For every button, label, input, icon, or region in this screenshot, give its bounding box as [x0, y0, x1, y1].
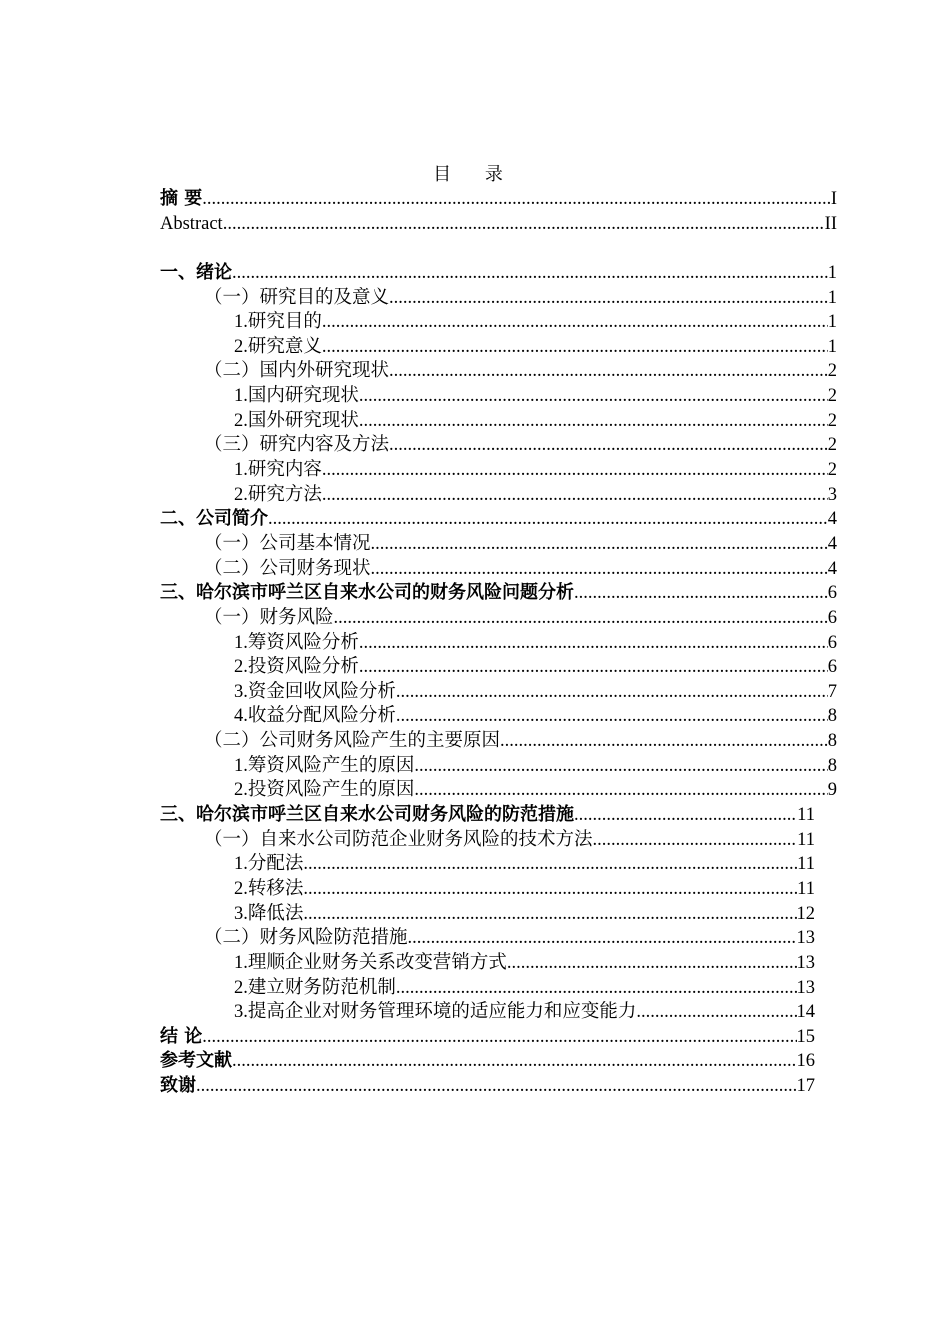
- toc-entry-label: （一）研究目的及意义: [204, 287, 390, 308]
- toc-entry-label: 2.投资风险分析: [234, 657, 359, 678]
- toc-entry-page: 16: [796, 1051, 815, 1072]
- toc-entry-label: 2.国外研究现状: [234, 410, 359, 431]
- toc-entry[interactable]: [160, 704, 837, 729]
- toc-entry[interactable]: [160, 926, 815, 951]
- toc-entry-page: II: [824, 213, 837, 234]
- toc-entry-page: 14: [796, 1002, 815, 1023]
- toc-entry-page: 6: [827, 583, 837, 604]
- toc-entry-page: 2: [827, 435, 837, 456]
- toc-entry-label: 3.提高企业对财务管理环境的适应能力和应变能力: [234, 1002, 637, 1023]
- toc-entry-page: 1: [827, 336, 837, 357]
- toc-entry-label: 三、哈尔滨市呼兰区自来水公司财务风险的防范措施: [160, 804, 574, 826]
- toc-entry-label: 2.转移法: [234, 878, 304, 899]
- toc-entry[interactable]: [160, 261, 837, 286]
- toc-entry-page: 2: [827, 361, 837, 382]
- toc-entry[interactable]: [160, 606, 837, 631]
- toc-entry[interactable]: [160, 631, 837, 656]
- toc-entry-page: 2: [827, 460, 837, 481]
- toc-entry-label: Abstract: [160, 213, 223, 234]
- toc-entry-label: （二）公司财务风险产生的主要原因: [204, 731, 501, 752]
- toc-entry-label: （一）财务风险: [204, 607, 334, 628]
- toc-title: 目 录: [433, 164, 517, 185]
- toc-entry-label: （二）财务风险防范措施: [204, 928, 408, 949]
- toc-entry-page: 2: [827, 386, 837, 407]
- toc-entry-label: 1.理顺企业财务关系改变营销方式: [234, 952, 507, 973]
- toc-entry[interactable]: [160, 1049, 815, 1074]
- toc-entry-label: （二）公司财务现状: [204, 558, 371, 579]
- toc-entry-label: （一）自来水公司防范企业财务风险的技术方法: [204, 829, 593, 850]
- toc-entry[interactable]: [160, 655, 837, 680]
- toc-entry-page: 4: [827, 558, 837, 579]
- toc-entry-page: 8: [827, 731, 837, 752]
- toc-entry-page: 11: [797, 829, 815, 850]
- toc-entry-label: 摘 要: [160, 188, 203, 209]
- toc-entry[interactable]: [160, 778, 837, 803]
- toc-entry-page: 6: [827, 607, 837, 628]
- toc-entry-page: 15: [796, 1026, 815, 1047]
- toc-entry[interactable]: [160, 729, 837, 754]
- toc-entry-label: 1.筹资风险产生的原因: [234, 755, 415, 776]
- toc-entry[interactable]: [160, 976, 815, 1001]
- toc-entry[interactable]: [160, 1074, 815, 1099]
- toc-entry[interactable]: [160, 581, 837, 606]
- toc-entry-label: 一、绪论: [160, 261, 232, 283]
- toc-entry[interactable]: [160, 310, 837, 335]
- toc-entry-page: 7: [827, 681, 837, 702]
- toc-entry-label: 2.研究方法: [234, 484, 322, 505]
- toc-entry-page: I: [830, 189, 837, 209]
- toc-entry[interactable]: [160, 433, 837, 458]
- toc-entry[interactable]: [160, 458, 837, 483]
- toc-entry-page: 6: [827, 657, 837, 678]
- toc-entry[interactable]: [160, 335, 837, 360]
- toc-entry-label: 1.研究目的: [234, 312, 322, 333]
- toc-entry[interactable]: [160, 803, 815, 828]
- toc-entry-page: 2: [827, 410, 837, 431]
- toc-entry-page: 17: [796, 1076, 815, 1097]
- toc-entry[interactable]: [160, 877, 815, 902]
- toc-entry[interactable]: [160, 852, 815, 877]
- toc-entry-label: 二、公司简介: [160, 508, 268, 530]
- toc-entry-label: 1.分配法: [234, 854, 304, 875]
- toc-entry-page: 13: [796, 952, 815, 973]
- toc-entry-page: 1: [827, 262, 837, 283]
- toc-entry[interactable]: [160, 902, 815, 927]
- toc-entry-page: 6: [827, 632, 837, 653]
- toc-entry-label: 1.国内研究现状: [234, 386, 359, 407]
- toc-entry[interactable]: [160, 507, 837, 532]
- toc-entry[interactable]: [160, 680, 837, 705]
- toc-entry-page: 1: [827, 312, 837, 333]
- toc-entry-page: 4: [827, 533, 837, 554]
- toc-entry[interactable]: [160, 557, 837, 582]
- toc-entry-label: 1.筹资风险分析: [234, 632, 359, 653]
- toc-entry-label: （二）国内外研究现状: [204, 361, 390, 382]
- toc-entry[interactable]: [160, 483, 837, 508]
- toc-entry[interactable]: [160, 384, 837, 409]
- toc-entry[interactable]: [160, 212, 837, 237]
- toc-entry-label: 3.资金回收风险分析: [234, 681, 396, 702]
- toc-entry-page: 1: [827, 287, 837, 308]
- toc-entry-page: 11: [797, 854, 815, 875]
- toc-entry-page: 3: [827, 484, 837, 505]
- toc-entry-page: 4: [827, 509, 837, 530]
- toc-entry[interactable]: [160, 754, 837, 779]
- toc-entry-page: 9: [827, 780, 837, 801]
- toc-entry[interactable]: [160, 532, 837, 557]
- toc-spacer: [160, 236, 837, 261]
- toc-entry-page: 8: [827, 706, 837, 727]
- toc-entry[interactable]: [160, 1000, 815, 1025]
- toc-entry-page: 11: [797, 805, 815, 826]
- toc-entry-page: 12: [796, 903, 815, 924]
- toc-entry-label: （一）公司基本情况: [204, 533, 371, 554]
- toc-entry-label: 结 论: [160, 1025, 203, 1047]
- toc-entry[interactable]: [160, 1025, 815, 1050]
- toc-entry-label: 参考文献: [160, 1050, 232, 1072]
- toc-entry-page: 13: [796, 977, 815, 998]
- toc-entry-label: 致谢: [160, 1075, 196, 1097]
- toc-entry-label: 4.收益分配风险分析: [234, 706, 396, 727]
- toc-entry-label: 2.研究意义: [234, 336, 322, 357]
- toc-entry-label: 三、哈尔滨市呼兰区自来水公司的财务风险问题分析: [160, 582, 574, 604]
- toc-entry-page: 8: [827, 755, 837, 776]
- toc-entry-page: 13: [796, 928, 815, 949]
- toc-entry[interactable]: [160, 828, 815, 853]
- toc-entry[interactable]: [160, 951, 815, 976]
- toc-entry-page: 11: [797, 878, 815, 899]
- toc-entry[interactable]: [160, 286, 837, 311]
- toc-entry-label: （三）研究内容及方法: [204, 435, 390, 456]
- toc-entry-label: 2.投资风险产生的原因: [234, 780, 415, 801]
- toc-entry[interactable]: [160, 359, 837, 384]
- toc-entry-label: 3.降低法: [234, 903, 304, 924]
- table-of-contents: [160, 187, 837, 1099]
- toc-entry-label: 1.研究内容: [234, 460, 322, 481]
- toc-entry[interactable]: [160, 409, 837, 434]
- toc-entry-label: 2.建立财务防范机制: [234, 977, 396, 998]
- toc-entry[interactable]: [160, 187, 837, 212]
